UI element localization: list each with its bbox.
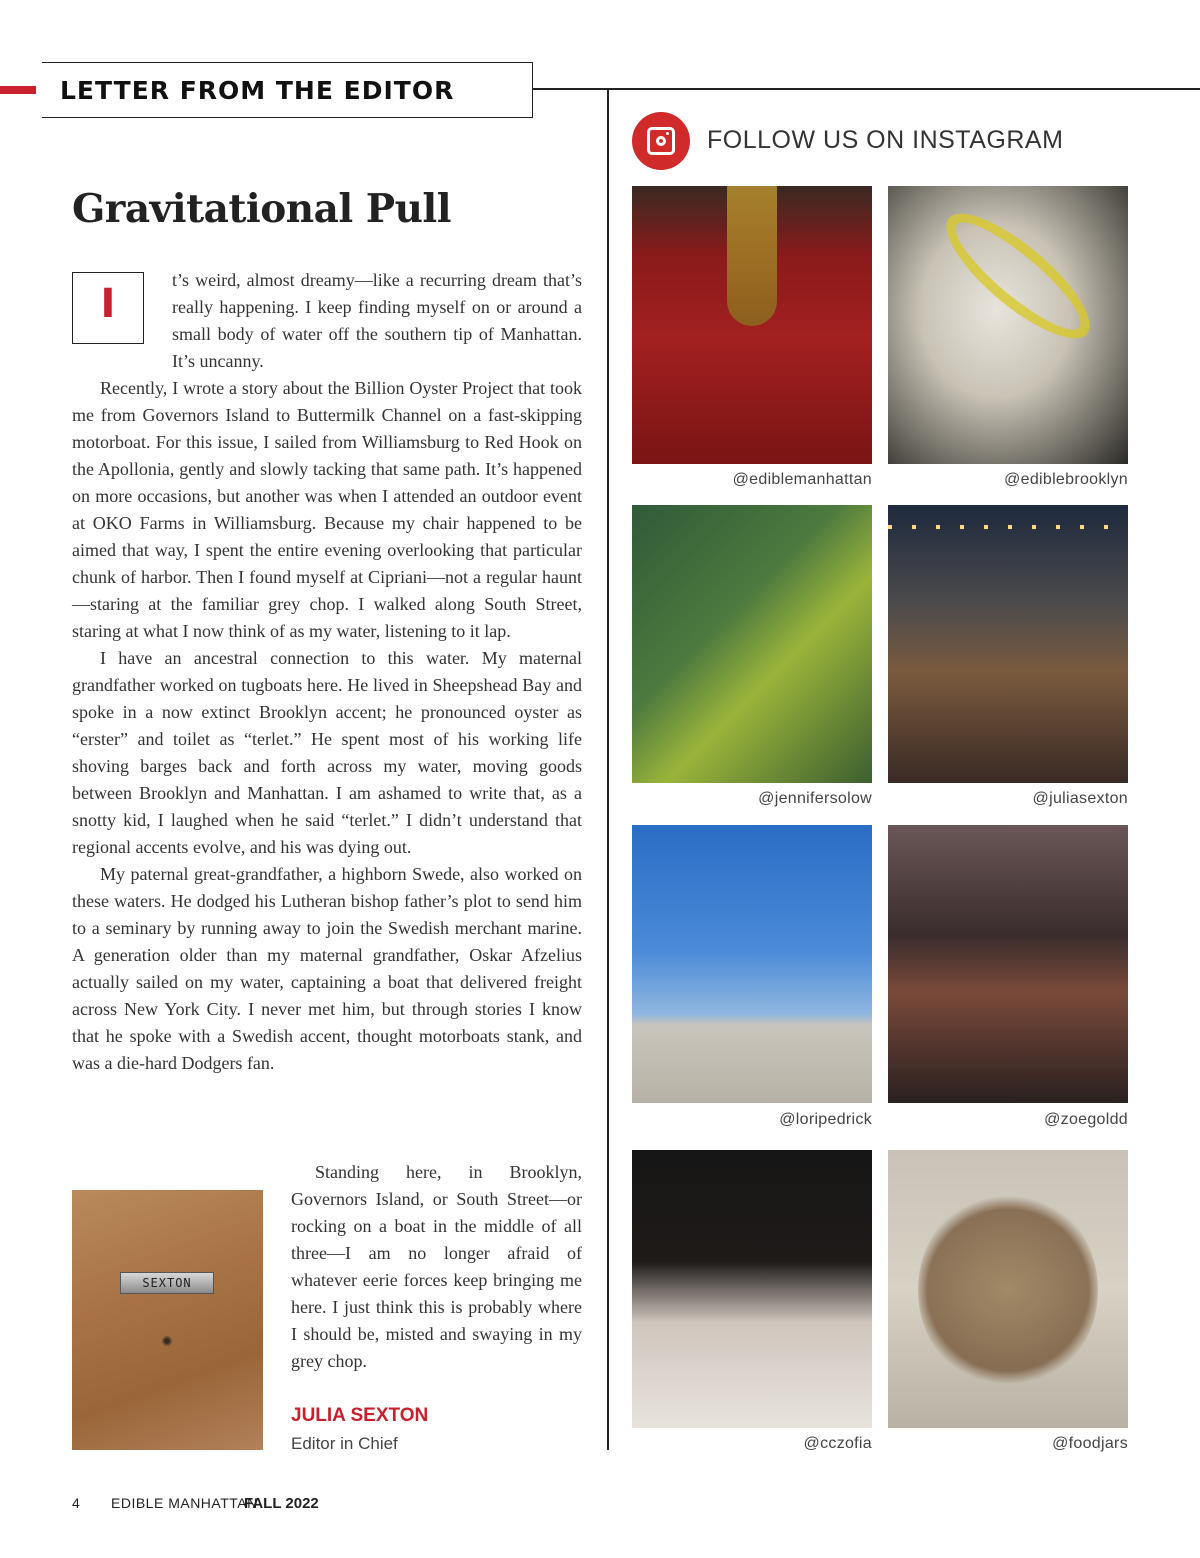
instagram-handle-5[interactable]: @loripedrick (779, 1111, 872, 1128)
instagram-photo-8[interactable] (888, 1150, 1128, 1428)
drop-cap-letter: I (100, 281, 116, 327)
article-paragraph-3: I have an ancestral connection to this water. My maternal grandfather worked on tugboats here. He lived in Sheepshead Bay and spoke in a now extinct Brooklyn accent; he pronounced oyster as “erster” and toilet as “terlet.” He spent most of his working life shoving barges back and forth across my water, moving goods between Brooklyn and Manhattan. I am ashamed to write that, as a snotty kid, I laughed when he said “terlet.” I didn’t understand that regional accents evolve, and his was dying out. (72, 648, 582, 857)
instagram-photo-7[interactable] (632, 1150, 872, 1428)
signature-name: JULIA SEXTON (291, 1405, 429, 1426)
header-rule (533, 88, 1200, 90)
editor-door-photo (72, 1190, 263, 1450)
instagram-handle-1[interactable]: @ediblemanhattan (732, 471, 872, 488)
instagram-handle-4[interactable]: @juliasexton (1032, 790, 1128, 807)
article-title: Gravitational Pull (72, 186, 452, 232)
header-accent-bar (0, 86, 36, 94)
instagram-handle-7[interactable]: @cczofia (803, 1435, 872, 1452)
instagram-icon[interactable] (632, 112, 690, 170)
article-paragraph-1: t’s weird, almost dreamy—like a recurring dream that’s really happening. I keep finding myself on or around a small body of water off the southern tip of Manhattan. It’s uncanny. (172, 270, 582, 371)
nameplate-text: SEXTON (142, 1276, 192, 1290)
instagram-photo-2[interactable] (888, 186, 1128, 464)
section-header (0, 62, 1200, 118)
article-body (72, 375, 582, 1077)
drop-cap (72, 272, 144, 344)
instagram-handle-2[interactable]: @ediblebrooklyn (1004, 471, 1128, 488)
instagram-photo-1[interactable] (632, 186, 872, 464)
instagram-handle-3[interactable]: @jennifersolow (758, 790, 872, 807)
instagram-photo-3[interactable] (632, 505, 872, 783)
column-divider (607, 88, 609, 1450)
camera-flash-dot (666, 132, 669, 135)
signature-role: Editor in Chief (291, 1434, 398, 1453)
camera-lens (656, 136, 666, 146)
door-peephole (162, 1336, 172, 1346)
article-paragraph-2: Recently, I wrote a story about the Billion Oyster Project that took me from Governors Island to Buttermilk Channel on a fast-skipping motorboat. For this issue, I sailed from Williamsburg to Red Hook on the Apollonia, gently and slowly tacking that same path. It’s happened on more occasions, but another was when I attended an outdoor event at OKO Farms in Williamsburg. Because my chair happened to be aimed that way, I spent the entire evening overlooking that particular chunk of harbor. Then I found myself at Cipriani—not a regular haunt—staring at the familiar grey chop. I walked along South Street, staring at what I now think of as my water, listening to it lap. (72, 378, 582, 641)
section-label: LETTER FROM THE EDITOR (60, 76, 455, 105)
instagram-handle-6[interactable]: @zoegoldd (1044, 1111, 1128, 1128)
page-number: 4 (72, 1495, 80, 1511)
instagram-heading[interactable]: FOLLOW US ON INSTAGRAM (707, 126, 1064, 154)
article-paragraph-5: Standing here, in Brooklyn, Governors Island, or South Street—or rocking on a boat in the middle of all three—I am no longer afraid of whatever eerie forces keep bringing me here. I just think this is probably where I should be, misted and swaying in my grey chop. (291, 1162, 582, 1371)
camera-outline (647, 127, 675, 155)
instagram-photo-6[interactable] (888, 825, 1128, 1103)
instagram-photo-4[interactable] (888, 505, 1128, 783)
door-nameplate (120, 1272, 214, 1294)
article-paragraph-4: My paternal great-grandfather, a highborn Swede, also worked on these waters. He dodged his Lutheran bishop father’s plot to send him to a seminary by running away to join the Swedish merchant marine. A generation older than my maternal grandfather, Oskar Afzelius actually sailed on my water, captaining a boat that delivered freight across New York City. I never met him, but through stories I know that he spoke with a Swedish accent, thought motorboats stank, and was a die-hard Dodgers fan. (72, 864, 582, 1073)
issue-label: FALL 2022 (244, 1495, 319, 1512)
instagram-photo-5[interactable] (632, 825, 872, 1103)
instagram-handle-8[interactable]: @foodjars (1052, 1435, 1128, 1452)
magazine-name: EDIBLE MANHATTAN (111, 1495, 258, 1511)
